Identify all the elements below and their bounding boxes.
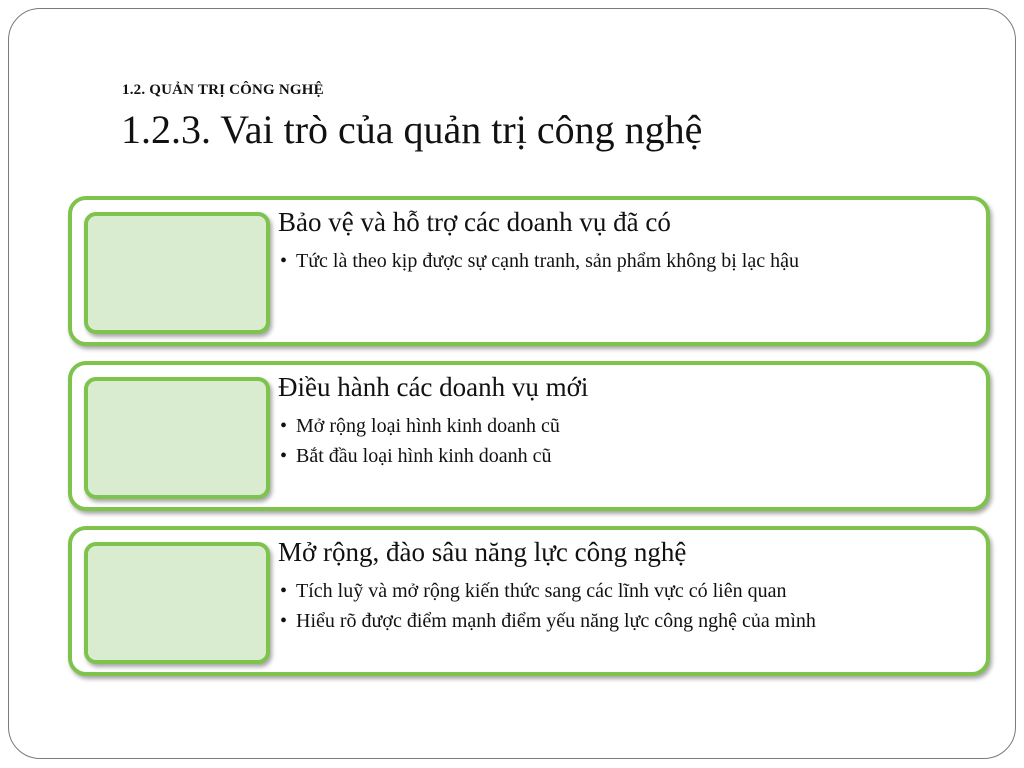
card-thumbnail bbox=[84, 542, 270, 664]
bullet-item: • Mở rộng loại hình kinh doanh cũ bbox=[278, 411, 976, 441]
card-heading: Bảo vệ và hỗ trợ các doanh vụ đã có bbox=[278, 207, 671, 237]
bullet-item: • Tức là theo kịp được sự cạnh tranh, sản phẩm không bị lạc hậu bbox=[278, 246, 976, 276]
bullet-list bbox=[278, 576, 976, 636]
card-heading: Điều hành các doanh vụ mới bbox=[278, 372, 589, 402]
role-card-1 bbox=[68, 196, 990, 346]
card-body bbox=[278, 371, 976, 471]
bullet-list bbox=[278, 246, 976, 276]
bullet-list bbox=[278, 411, 976, 471]
card-heading: Mở rộng, đào sâu năng lực công nghệ bbox=[278, 537, 687, 567]
slide-title: 1.2.3. Vai trò của quản trị công nghệ bbox=[121, 107, 703, 152]
bullet-item: • Bắt đầu loại hình kinh doanh cũ bbox=[278, 441, 976, 471]
card-body bbox=[278, 206, 976, 276]
card-body bbox=[278, 536, 976, 636]
role-card-2 bbox=[68, 361, 990, 511]
card-thumbnail bbox=[84, 212, 270, 334]
card-thumbnail bbox=[84, 377, 270, 499]
role-card-3 bbox=[68, 526, 990, 676]
bullet-item: • Tích luỹ và mở rộng kiến thức sang các lĩnh vực có liên quan bbox=[278, 576, 976, 606]
bullet-item: • Hiểu rõ được điểm mạnh điểm yếu năng lực công nghệ của mình bbox=[278, 606, 976, 636]
section-label: 1.2. QUẢN TRỊ CÔNG NGHỆ bbox=[122, 82, 324, 98]
